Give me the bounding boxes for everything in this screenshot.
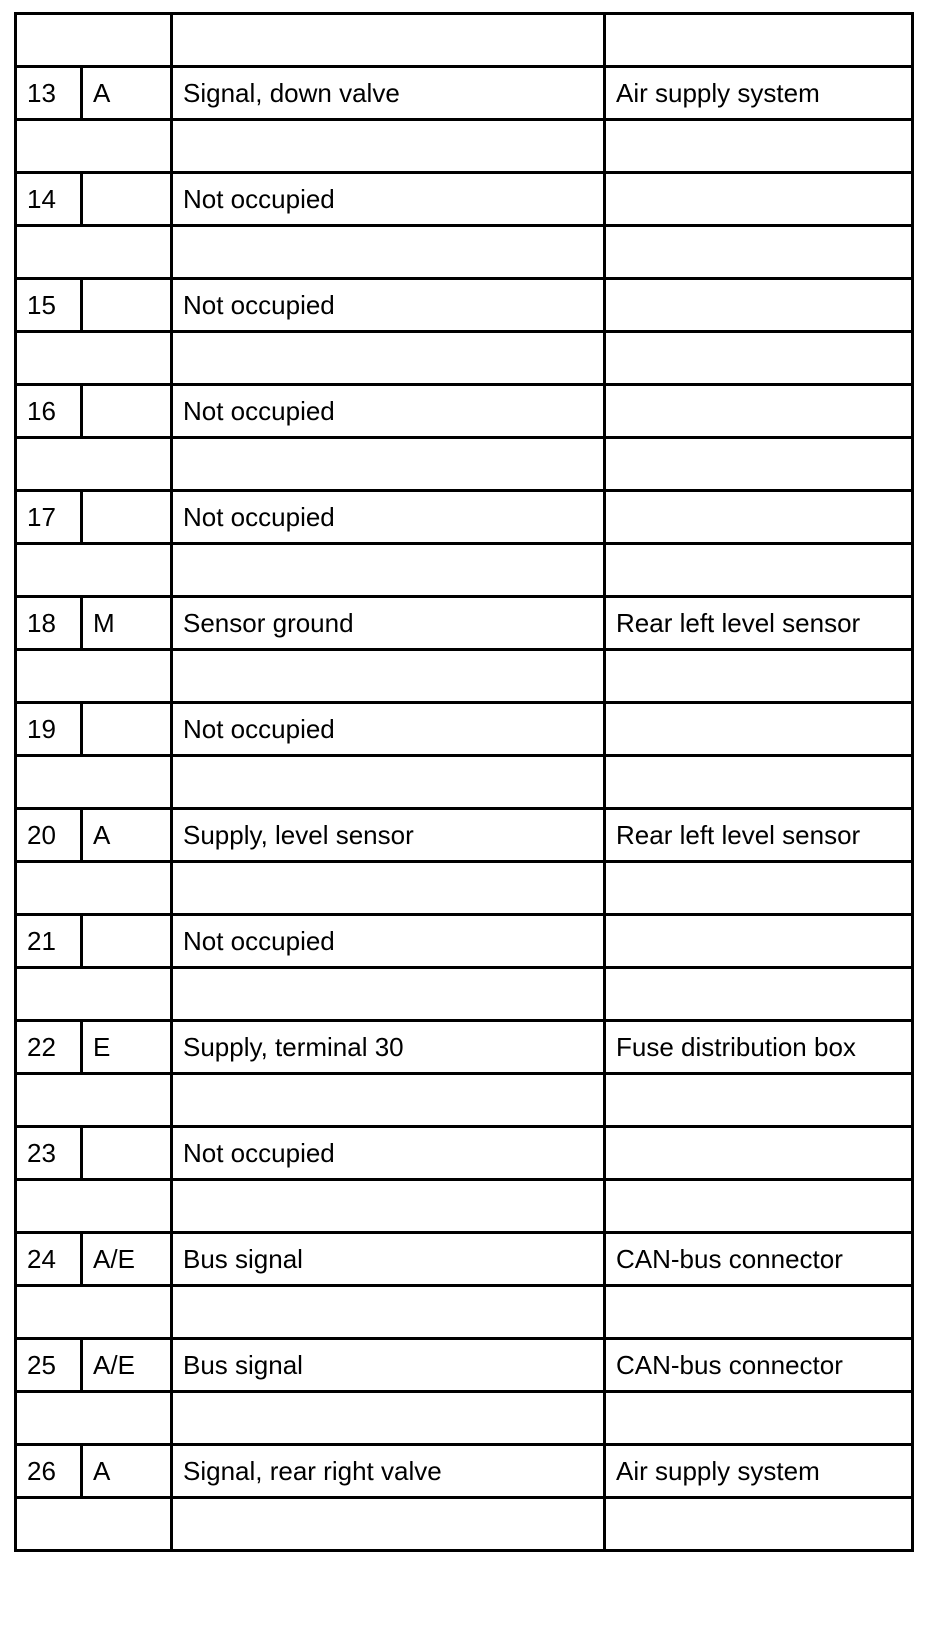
pin-number-cell: 15 [16,279,82,332]
signal-type-cell: A [82,809,172,862]
spacer-cell-description [172,332,605,385]
signal-type-cell [82,703,172,756]
pin-row [16,1339,913,1392]
spacer-cell-component [605,650,913,703]
signal-type-cell [82,279,172,332]
description-cell: Signal, rear right valve [172,1445,605,1498]
signal-type-cell [82,173,172,226]
spacer-cell-component [605,226,913,279]
spacer-cell-pin [16,862,172,915]
spacer-row [16,226,913,279]
pin-row [16,67,913,120]
spacer-cell-description [172,1392,605,1445]
description-cell: Supply, terminal 30 [172,1021,605,1074]
signal-type-cell [82,915,172,968]
description-cell: Bus signal [172,1339,605,1392]
component-cell: Air supply system [605,1445,913,1498]
pin-number-cell: 13 [16,67,82,120]
spacer-cell-description [172,1074,605,1127]
pin-assignment-table [14,12,914,1552]
description-cell: Not occupied [172,279,605,332]
pin-row [16,385,913,438]
component-cell [605,915,913,968]
description-cell: Supply, level sensor [172,809,605,862]
pin-row [16,1127,913,1180]
spacer-cell-description [172,1498,605,1551]
spacer-cell-description [172,862,605,915]
spacer-cell-component [605,14,913,67]
pin-row [16,809,913,862]
spacer-cell-component [605,968,913,1021]
spacer-cell-pin [16,1498,172,1551]
spacer-cell-component [605,120,913,173]
spacer-row [16,1286,913,1339]
pin-number-cell: 23 [16,1127,82,1180]
signal-type-cell: A/E [82,1233,172,1286]
spacer-cell-pin [16,650,172,703]
signal-type-cell [82,1127,172,1180]
pin-number-cell: 18 [16,597,82,650]
pin-number-cell: 19 [16,703,82,756]
pin-row [16,1021,913,1074]
spacer-cell-component [605,862,913,915]
spacer-cell-description [172,544,605,597]
description-cell: Not occupied [172,173,605,226]
pin-number-cell: 14 [16,173,82,226]
spacer-cell-component [605,544,913,597]
component-cell: CAN-bus connector [605,1233,913,1286]
pin-row [16,703,913,756]
signal-type-cell [82,491,172,544]
description-cell: Sensor ground [172,597,605,650]
pin-number-cell: 21 [16,915,82,968]
spacer-cell-pin [16,332,172,385]
component-cell [605,173,913,226]
pin-number-cell: 22 [16,1021,82,1074]
pin-row [16,915,913,968]
spacer-cell-pin [16,1392,172,1445]
component-cell: CAN-bus connector [605,1339,913,1392]
spacer-row [16,968,913,1021]
spacer-cell-description [172,438,605,491]
spacer-cell-component [605,1286,913,1339]
spacer-row [16,1180,913,1233]
pin-row [16,597,913,650]
spacer-cell-description [172,1286,605,1339]
component-cell: Rear left level sensor [605,809,913,862]
spacer-cell-component [605,438,913,491]
spacer-row [16,650,913,703]
spacer-row [16,1498,913,1551]
spacer-cell-component [605,1180,913,1233]
pin-table-body [16,14,913,1551]
description-cell: Not occupied [172,915,605,968]
spacer-row [16,756,913,809]
pin-row [16,1445,913,1498]
spacer-row [16,1074,913,1127]
component-cell [605,1127,913,1180]
spacer-cell-pin [16,544,172,597]
spacer-cell-component [605,1392,913,1445]
description-cell: Not occupied [172,1127,605,1180]
spacer-cell-pin [16,120,172,173]
spacer-row [16,1392,913,1445]
pin-number-cell: 20 [16,809,82,862]
spacer-row [16,438,913,491]
spacer-cell-pin [16,1180,172,1233]
signal-type-cell: A [82,67,172,120]
component-cell: Rear left level sensor [605,597,913,650]
spacer-row [16,544,913,597]
signal-type-cell: A [82,1445,172,1498]
spacer-row [16,332,913,385]
spacer-cell-description [172,968,605,1021]
pin-number-cell: 26 [16,1445,82,1498]
pin-row [16,279,913,332]
signal-type-cell: A/E [82,1339,172,1392]
component-cell [605,279,913,332]
description-cell: Not occupied [172,703,605,756]
spacer-cell-description [172,226,605,279]
pin-row [16,173,913,226]
spacer-cell-pin [16,226,172,279]
pin-number-cell: 25 [16,1339,82,1392]
signal-type-cell: E [82,1021,172,1074]
spacer-cell-description [172,650,605,703]
spacer-cell-component [605,1074,913,1127]
spacer-row [16,14,913,67]
pin-number-cell: 17 [16,491,82,544]
description-cell: Not occupied [172,491,605,544]
pin-row [16,1233,913,1286]
spacer-cell-pin [16,1074,172,1127]
spacer-cell-pin [16,14,172,67]
spacer-cell-pin [16,968,172,1021]
component-cell: Fuse distribution box [605,1021,913,1074]
description-cell: Signal, down valve [172,67,605,120]
signal-type-cell [82,385,172,438]
component-cell [605,385,913,438]
spacer-row [16,862,913,915]
spacer-cell-description [172,14,605,67]
pin-row [16,491,913,544]
signal-type-cell: M [82,597,172,650]
component-cell [605,491,913,544]
spacer-cell-component [605,756,913,809]
spacer-cell-component [605,332,913,385]
spacer-cell-component [605,1498,913,1551]
spacer-cell-description [172,756,605,809]
component-cell: Air supply system [605,67,913,120]
spacer-cell-description [172,1180,605,1233]
spacer-cell-description [172,120,605,173]
pin-number-cell: 24 [16,1233,82,1286]
spacer-cell-pin [16,438,172,491]
description-cell: Bus signal [172,1233,605,1286]
pin-number-cell: 16 [16,385,82,438]
description-cell: Not occupied [172,385,605,438]
spacer-cell-pin [16,756,172,809]
component-cell [605,703,913,756]
spacer-cell-pin [16,1286,172,1339]
spacer-row [16,120,913,173]
